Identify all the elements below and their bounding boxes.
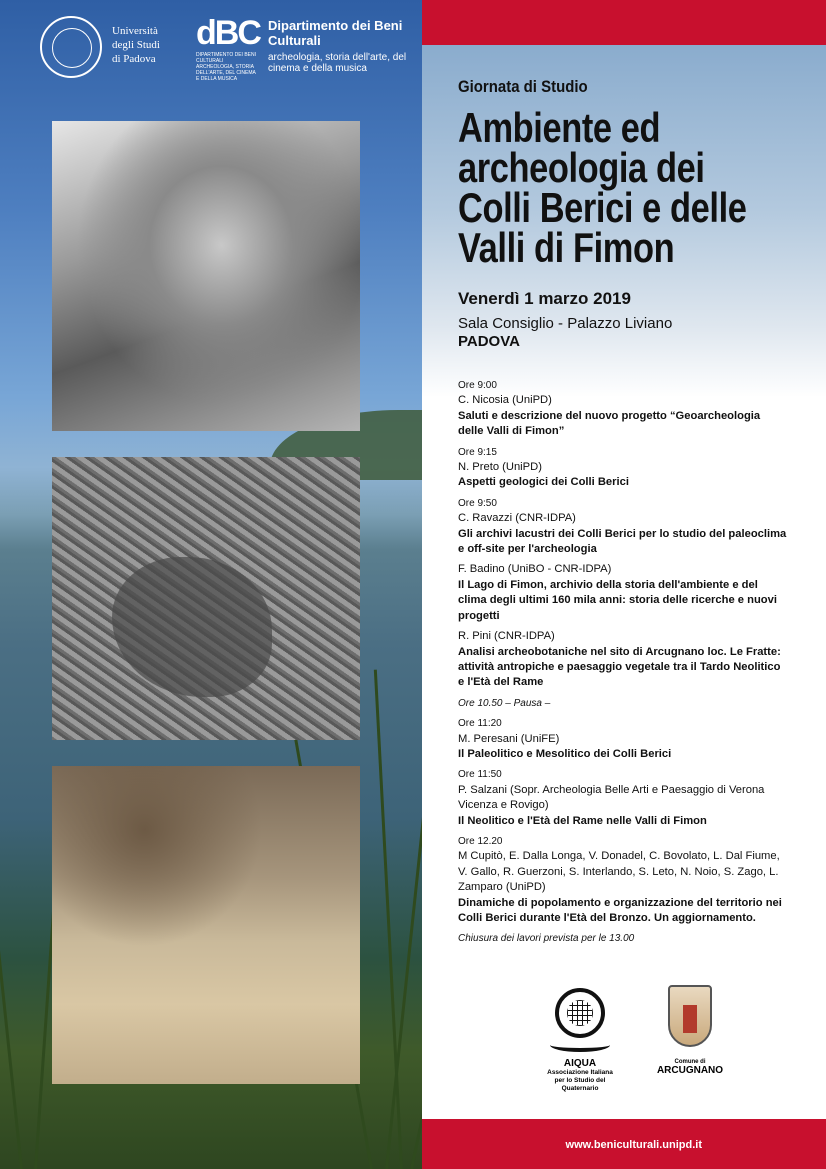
dbc-logo: dBC	[196, 14, 260, 52]
program-item	[458, 767, 788, 829]
program-talk: Il Neolitico e l'Età del Rame nelle Valli di Fimon	[458, 814, 707, 827]
top-red-band	[422, 0, 826, 45]
website-link[interactable]: www.beniculturali.unipd.it	[565, 1139, 702, 1151]
program-time: Ore 9:00	[458, 380, 497, 391]
program	[458, 378, 788, 947]
program-time: Ore 9:50	[458, 497, 497, 509]
comune-name: ARCUGNANO	[656, 1065, 724, 1076]
dbc-logo-subtitle: DIPARTIMENTO DEI BENI CULTURALI ARCHEOLOGIA, STORIA DELL'ARTE, DEL CINEMA E DELLA MUSICA	[196, 52, 257, 82]
program-speaker: P. Salzani (Sopr. Archeologia Belle Arti e Paesaggio di Verona Vicenza e Rovigo)	[458, 783, 765, 812]
program-item	[458, 496, 788, 558]
university-seal-logo	[40, 16, 102, 78]
department-name: Dipartimento dei Beni Culturali	[268, 18, 403, 48]
program-time: Ore 9:15	[458, 446, 497, 458]
program-talk: Il Lago di Fimon, archivio della storia dell'ambiente e del clima degli ultimi 160 mila anni: storia delle ricerche e nuovi progetti	[458, 578, 777, 622]
aiqua-description: per lo Studio del Quaternario	[554, 1077, 606, 1092]
event-city: PADOVA	[458, 333, 520, 350]
header-logos	[0, 14, 422, 84]
program-time: Ore 11:20	[458, 718, 502, 730]
aerial-photo	[52, 457, 360, 740]
program-talk: Gli archivi lacustri dei Colli Berici per lo studio del paleoclima e off-site per l'archeologia	[458, 527, 787, 556]
aiqua-q-icon	[555, 988, 605, 1038]
comune-logo	[655, 985, 725, 1076]
event-type: Giornata di Studio	[458, 77, 588, 96]
excavation-photo	[52, 121, 360, 431]
stratigraphy-photo	[52, 766, 360, 1084]
program-talk: Saluti e descrizione del nuovo progetto “Geoarcheologia delle Valli di Fimon”	[458, 409, 761, 438]
program-talk: Dinamiche di popolamento e organizzazione del territorio nei Colli Berici durante l'Età del Bronzo. Un aggiornamento.	[458, 896, 782, 924]
program-speaker: C. Ravazzi (CNR-IDPA)	[458, 512, 576, 525]
closing-note: Chiusura dei lavori prevista per le 13.00	[458, 933, 635, 945]
program-item	[458, 629, 788, 691]
university-name	[112, 24, 192, 66]
university-name-line: degli Studi	[112, 39, 160, 51]
university-name-line: di Padova	[112, 53, 156, 65]
aiqua-logo	[540, 988, 620, 1093]
aiqua-description: Associazione Italiana	[547, 1069, 613, 1076]
reed	[0, 751, 23, 1169]
comune-label: Comune di	[674, 1059, 706, 1065]
program-talk: Il Paleolitico e Mesolitico dei Colli Berici	[458, 747, 672, 760]
crest-icon	[668, 985, 712, 1047]
program-item	[458, 716, 788, 762]
program-speaker: N. Preto (UniPD)	[458, 461, 542, 474]
event-date: Venerdì 1 marzo 2019	[458, 289, 631, 308]
program-item	[458, 445, 788, 491]
program-speaker: M. Peresani (UniFE)	[458, 732, 560, 745]
program-speaker: M Cupitò, E. Dalla Longa, V. Donadel, C. Bovolato, L. Dal Fiume, V. Gallo, R. Guerzoni, S. Interlando, S. Leto, N. Noio, S. Zago, L. Zamparo (UniPD)	[458, 850, 780, 894]
program-item	[458, 562, 788, 624]
program-speaker: R. Pini (CNR-IDPA)	[458, 630, 555, 643]
program-talk: Aspetti geologici dei Colli Berici	[458, 476, 629, 489]
program-pause: Ore 10.50 – Pausa –	[458, 697, 551, 709]
program-time: Ore 12.20	[458, 835, 503, 847]
program-item	[458, 834, 788, 926]
program-time: Ore 11:50	[458, 769, 502, 781]
program-item	[458, 378, 788, 440]
event-title: Ambiente ed archeologia dei Colli Berici e delle Valli di Fimon	[458, 104, 747, 271]
program-speaker: F. Badino (UniBO - CNR-IDPA)	[458, 563, 612, 576]
department-subtitle: archeologia, storia dell'arte, del cinema e della musica	[268, 52, 407, 74]
aiqua-name: AIQUA	[563, 1058, 597, 1069]
program-talk: Analisi archeobotaniche nel sito di Arcugnano loc. Le Fratte: attività antropiche e paesaggio vegetale tra il Tardo Neolitico e l'Età del Rame	[458, 645, 781, 689]
university-name-line: Università	[112, 25, 158, 37]
reed	[374, 670, 403, 1169]
event-venue: Sala Consiglio - Palazzo Liviano	[458, 315, 673, 332]
program-speaker: C. Nicosia (UniPD)	[458, 394, 552, 407]
